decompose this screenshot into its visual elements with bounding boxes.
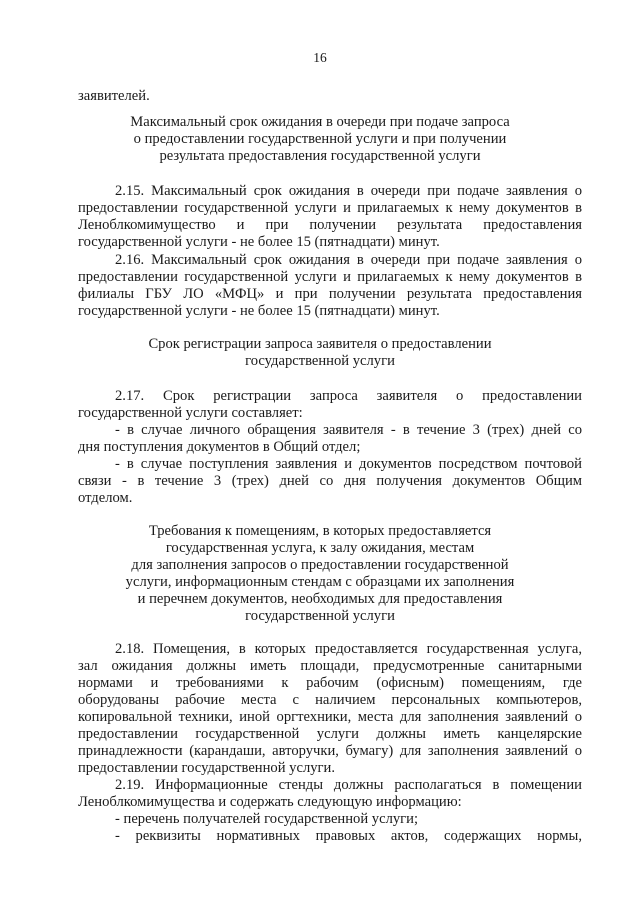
page-number: 16 <box>313 50 327 65</box>
paragraph-line: нормами и требованиями к рабочим (офисным) помещениям, где <box>78 675 582 691</box>
paragraph-line: Леноблкомимущество и при получении результата предоставления <box>78 217 582 233</box>
paragraph-line: 2.19. Информационные стенды должны располагаться в помещении <box>115 777 582 793</box>
paragraph-line: оборудованы рабочие места с наличием персональных компьютеров, <box>78 692 582 708</box>
paragraph-line: государственной услуги - не более 15 (пятнадцати) минут. <box>78 303 440 319</box>
section-heading-line: государственной услуги <box>245 608 395 624</box>
paragraph-line: отделом. <box>78 490 133 506</box>
paragraph-line: 2.15. Максимальный срок ожидания в очереди при подаче заявления о <box>115 183 582 199</box>
text-line: заявителей. <box>78 88 150 104</box>
paragraph-line: принадлежности (карандаши, авторучки, бумагу) для заполнения заявлений о <box>78 743 582 759</box>
paragraph-line: предоставлении государственной услуги. <box>78 760 335 776</box>
paragraph-line: зал ожидания должны иметь площади, предусмотренные санитарными <box>78 658 582 674</box>
paragraph-line: дня поступления документов в Общий отдел; <box>78 439 361 455</box>
section-heading-line: результата предоставления государственной услуги <box>159 148 481 164</box>
list-item-line: - реквизиты нормативных правовых актов, содержащих нормы, <box>115 828 582 844</box>
section-heading-line: о предоставлении государственной услуги и при получении <box>133 131 507 147</box>
paragraph-line: предоставлении государственной услуги и прилагаемых к нему документов в <box>78 269 582 285</box>
section-heading-line: Срок регистрации запроса заявителя о предоставлении <box>148 336 492 352</box>
paragraph-line: 2.16. Максимальный срок ожидания в очереди при подаче заявления о <box>115 252 582 268</box>
section-heading-line: и перечнем документов, необходимых для предоставления <box>137 591 503 607</box>
list-item-line: - перечень получателей государственной услуги; <box>115 811 419 827</box>
paragraph-line: - в случае личного обращения заявителя - в течение 3 (трех) дней со <box>115 422 582 438</box>
paragraph-line: государственной услуги - не более 15 (пятнадцати) минут. <box>78 234 440 250</box>
section-heading-line: Требования к помещениям, в которых предоставляется <box>148 523 492 539</box>
paragraph-line: 2.17. Срок регистрации запроса заявителя о предоставлении <box>115 388 582 404</box>
paragraph-line: связи - в течение 3 (трех) дней со дня получения документов Общим <box>78 473 582 489</box>
paragraph-line: копировальной техники, иной оргтехники, места для заполнения заявлений о <box>78 709 582 725</box>
paragraph-line: - в случае поступления заявления и документов посредством почтовой <box>115 456 582 472</box>
paragraph-line: предоставлении государственной услуги должны иметь канцелярские <box>78 726 582 742</box>
paragraph-line: филиалы ГБУ ЛО «МФЦ» и при получении результата предоставления <box>78 286 582 302</box>
section-heading-line: Максимальный срок ожидания в очереди при подаче запроса <box>130 114 510 130</box>
paragraph-line: Леноблкомимущества и содержать следующую информацию: <box>78 794 462 810</box>
section-heading-line: услуги, информационным стендам с образцами их заполнения <box>125 574 515 590</box>
section-heading-line: государственной услуги <box>245 353 395 369</box>
section-heading-line: государственная услуга, к залу ожидания, местам <box>165 540 475 556</box>
paragraph-line: 2.18. Помещения, в которых предоставляется государственная услуга, <box>115 641 582 657</box>
paragraph-line: предоставлении государственной услуги и прилагаемых к нему документов в <box>78 200 582 216</box>
section-heading-line: для заполнения запросов о предоставлении государственной <box>131 557 509 573</box>
paragraph-line: государственной услуги составляет: <box>78 405 303 421</box>
